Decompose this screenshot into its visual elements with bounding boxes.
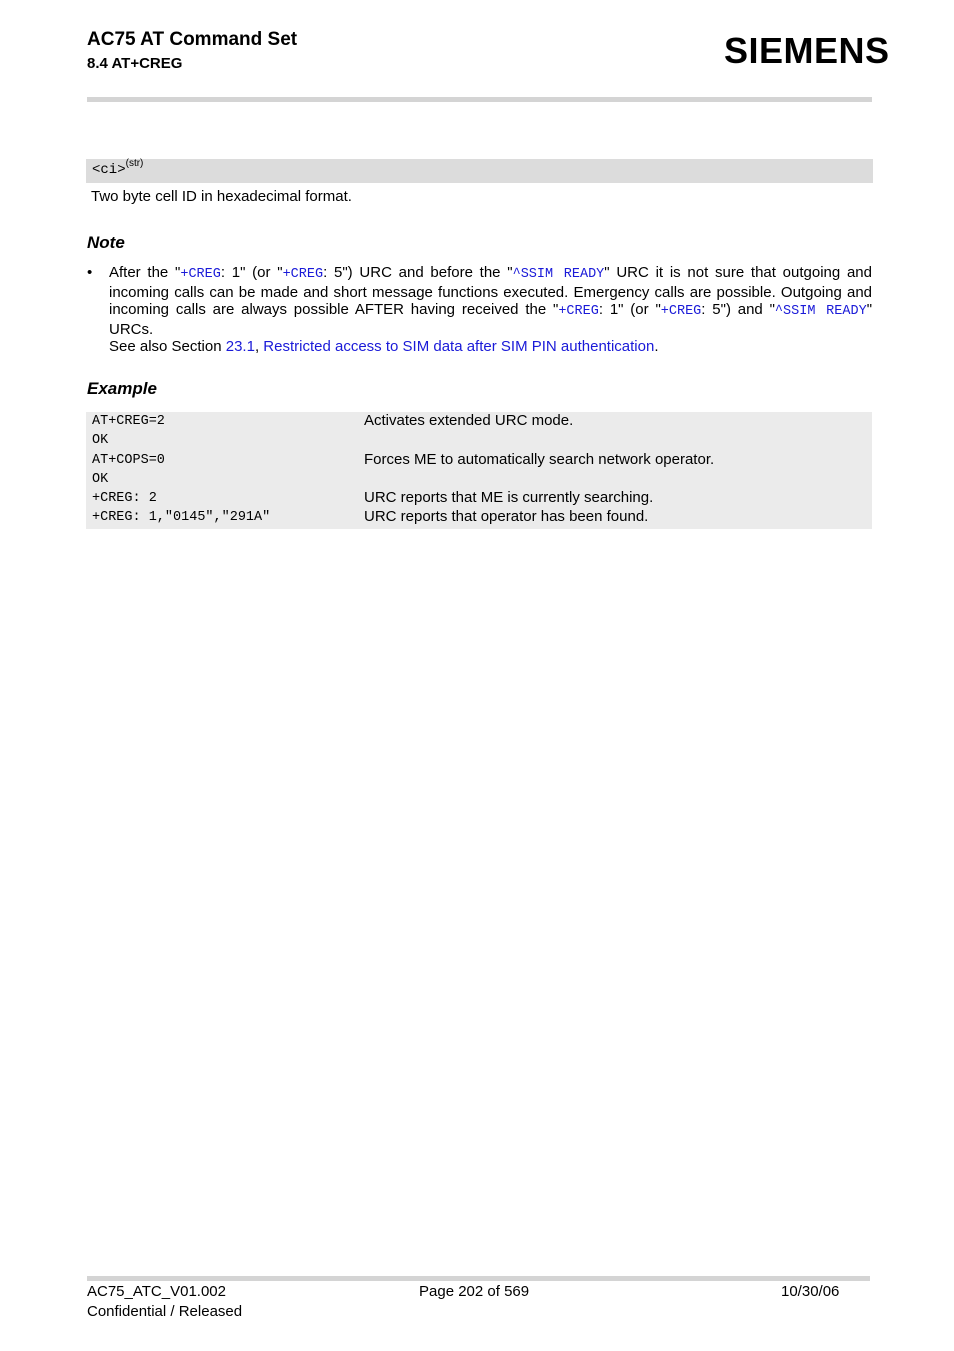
- section-subtitle: 8.4 AT+CREG: [87, 55, 183, 72]
- note-heading: Note: [87, 233, 125, 252]
- example-command: AT+CREG=2: [92, 414, 165, 429]
- table-row: [86, 508, 872, 527]
- creg-link[interactable]: +CREG: [558, 304, 599, 320]
- footer-date: 10/30/06: [781, 1283, 840, 1300]
- footer-doc-id: AC75_ATC_V01.002: [87, 1283, 226, 1300]
- header-divider: [87, 97, 872, 102]
- section-number-link[interactable]: 23.1: [225, 338, 255, 356]
- example-heading: Example: [87, 379, 157, 398]
- note-text: After the "+CREG: 1" (or "+CREG: 5") URC and before the "^SSIM READY" URC it is not sure that outgoing and incoming calls can be made and short message functions executed. Emergency calls are possible. Outgoing and incoming calls are always possible AFTER having received the "+CREG: 1" (or "+CREG: 5") and "^SSIM READY" URCs. See also Section 23.1, Restricted access to SIM data after SIM PIN authentication.: [109, 264, 873, 356]
- example-description: Forces ME to automatically search network operator.: [364, 451, 715, 468]
- table-row: [86, 470, 872, 489]
- example-command: OK: [92, 472, 109, 487]
- footer-page-number: Page 202 of 569: [419, 1283, 530, 1300]
- bullet-icon: •: [87, 264, 93, 281]
- example-command: OK: [92, 433, 109, 448]
- table-row: [86, 451, 872, 470]
- ssim-ready-link[interactable]: ^SSIM READY: [512, 267, 605, 282]
- table-row: [86, 489, 872, 508]
- footer-status: Confidential / Released: [87, 1303, 243, 1320]
- example-command: +CREG: 1,"0145","291A": [92, 510, 271, 525]
- ssim-ready-link[interactable]: ^SSIM READY: [774, 304, 867, 320]
- siemens-logo: SIEMENS: [724, 30, 890, 71]
- example-description: URC reports that operator has been found.: [364, 508, 649, 525]
- table-row: [86, 412, 872, 431]
- example-command: +CREG: 2: [92, 491, 157, 506]
- parameter-description: Two byte cell ID in hexadecimal format.: [91, 188, 352, 205]
- document-title: AC75 AT Command Set: [87, 29, 298, 50]
- parameter-name: <ci>$^{(str)}$: [92, 158, 144, 178]
- creg-link[interactable]: +CREG: [180, 267, 221, 282]
- table-row: [86, 431, 872, 450]
- example-command: AT+COPS=0: [92, 453, 165, 468]
- example-description: Activates extended URC mode.: [364, 412, 574, 429]
- creg-link[interactable]: +CREG: [282, 267, 324, 282]
- parameter-header: [86, 159, 873, 183]
- creg-link[interactable]: +CREG: [660, 304, 702, 320]
- example-description: URC reports that ME is currently searching.: [364, 489, 654, 506]
- section-title-link[interactable]: Restricted access to SIM data after SIM PIN authentication: [263, 338, 655, 356]
- example-table: [86, 412, 872, 529]
- footer-divider: [87, 1276, 870, 1281]
- parameter-type: (str): [125, 158, 144, 169]
